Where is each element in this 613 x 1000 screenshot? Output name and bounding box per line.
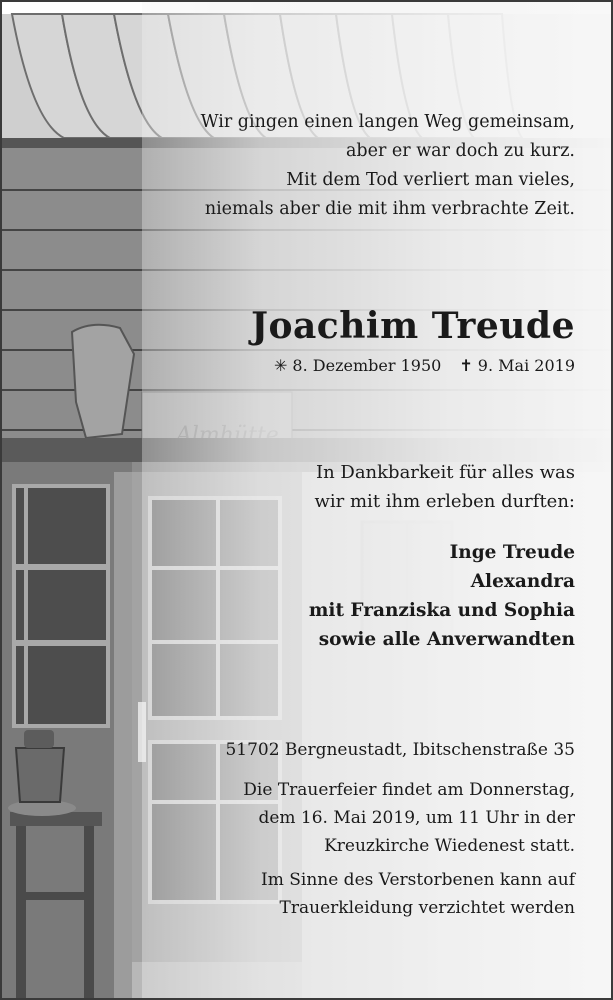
mourners-list xyxy=(309,538,575,654)
wall-ornament xyxy=(72,325,134,438)
verse-line: niemals aber die mit ihm verbrachte Zeit. xyxy=(204,199,575,219)
life-dates xyxy=(274,354,575,378)
memorial-verse xyxy=(201,108,575,224)
deceased-name: Joachim Treude xyxy=(250,305,575,347)
funeral-line: dem 16. Mai 2019, um 11 Uhr in der xyxy=(258,808,575,828)
gratitude-line: In Dankbarkeit für alles was xyxy=(315,462,575,483)
funeral-line: Kreuzkirche Wiedenest statt. xyxy=(324,836,575,856)
notice-line: Im Sinne des Verstorbenen kann auf xyxy=(261,870,575,890)
birth-date: ✳ 8. Dezember 1950 xyxy=(273,356,442,375)
left-door-windows xyxy=(14,486,108,726)
funeral-service-info xyxy=(243,776,575,860)
verse-line: Wir gingen einen langen Weg gemeinsam, xyxy=(200,112,575,132)
gratitude-text xyxy=(315,458,576,516)
mourner-name: Inge Treude xyxy=(449,542,575,563)
mourning-attire-notice xyxy=(261,866,575,922)
verse-line: aber er war doch zu kurz. xyxy=(346,141,575,161)
verse-line: Mit dem Tod verliert man vieles, xyxy=(286,170,575,190)
mourner-name: sowie alle Anverwandten xyxy=(318,629,575,650)
gratitude-line: wir mit ihm erleben durften: xyxy=(314,491,575,512)
funeral-line: Die Trauerfeier findet am Donnerstag, xyxy=(243,780,575,800)
notice-line: Trauerkleidung verzichtet werden xyxy=(279,898,575,918)
family-address: 51702 Bergneustadt, Ibitschenstraße 35 xyxy=(225,740,575,760)
mourner-name: Alexandra xyxy=(470,571,575,592)
death-date: ✝ 9. Mai 2019 xyxy=(459,356,575,375)
mourner-name: mit Franziska und Sophia xyxy=(308,600,575,621)
